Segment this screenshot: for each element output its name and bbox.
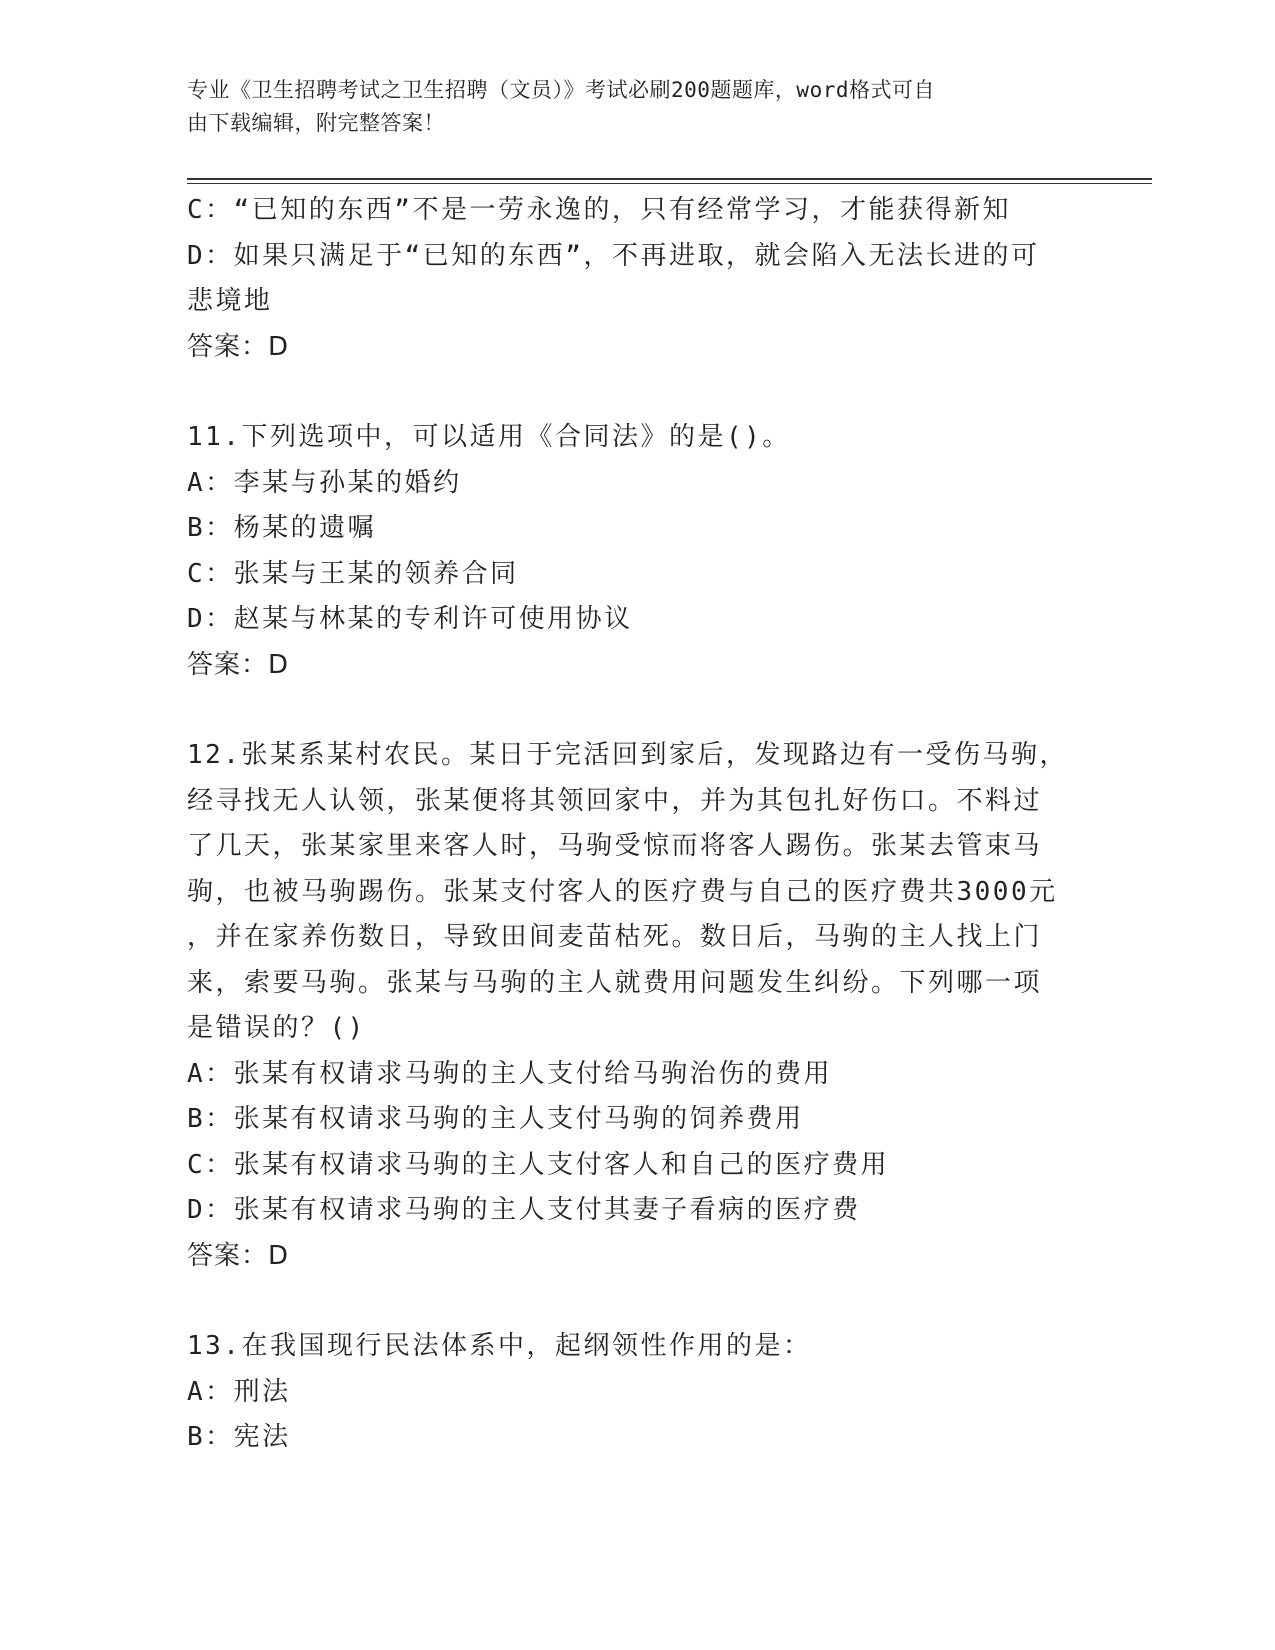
q12-stem-line-5: ，并在家养伤数日，导致田间麦苗枯死。数日后，马驹的主人找上门 bbox=[187, 922, 1043, 952]
header-divider-thin bbox=[187, 183, 1152, 184]
q10-option-c: C：“已知的东西”不是一劳永逸的，只有经常学习，才能获得新知 bbox=[187, 195, 1011, 225]
q12-stem-line-1: 12.张某系某村农民。某日于完活回到家后，发现路边有一受伤马驹， bbox=[187, 740, 1068, 770]
spacer bbox=[187, 1279, 1087, 1324]
question-content bbox=[187, 188, 1087, 1461]
q13-option-b: B：宪法 bbox=[187, 1422, 291, 1452]
spacer bbox=[187, 688, 1087, 733]
q12-stem-line-6: 来，索要马驹。张某与马驹的主人就费用问题发生纠纷。下列哪一项 bbox=[187, 967, 1043, 998]
q11-option-a: A：李某与孙某的婚约 bbox=[187, 467, 462, 498]
q12-option-a: A：张某有权请求马驹的主人支付给马驹治伤的费用 bbox=[187, 1058, 833, 1089]
header-divider-thick bbox=[187, 178, 1152, 180]
q11-option-d: D：赵某与林某的专利许可使用协议 bbox=[187, 604, 633, 634]
q10-option-d-line-2: 悲境地 bbox=[187, 286, 273, 316]
q11-option-c: C：张某与王某的领养合同 bbox=[187, 558, 519, 589]
q12-answer: 答案：D bbox=[187, 1240, 290, 1271]
question-10 bbox=[187, 188, 1087, 370]
q12-option-c: C：张某有权请求马驹的主人支付客人和自己的医疗费用 bbox=[187, 1149, 890, 1180]
document-header bbox=[187, 74, 1067, 140]
q12-stem-line-7: 是错误的？() bbox=[187, 1013, 366, 1043]
header-line-2: 由下载编辑，附完整答案！ bbox=[187, 111, 445, 135]
q12-option-d: D：张某有权请求马驹的主人支付其妻子看病的医疗费 bbox=[187, 1195, 861, 1225]
q11-option-b: B：杨某的遗嘱 bbox=[187, 513, 377, 543]
q11-stem: 11.下列选项中，可以适用《合同法》的是()。 bbox=[187, 422, 791, 452]
q10-answer: 答案：D bbox=[187, 331, 290, 362]
question-11 bbox=[187, 415, 1087, 688]
spacer bbox=[187, 370, 1087, 415]
q12-stem-line-4: 驹，也被马驹踢伤。张某支付客人的医疗费与自己的医疗费共3000元 bbox=[187, 876, 1058, 907]
q12-stem-line-3: 了几天，张某家里来客人时，马驹受惊而将客人踢伤。张某去管束马 bbox=[187, 831, 1043, 861]
q11-answer: 答案：D bbox=[187, 649, 290, 680]
question-13 bbox=[187, 1324, 1087, 1461]
header-line-1: 专业《卫生招聘考试之卫生招聘（文员）》考试必刷200题题库，word格式可自 bbox=[187, 78, 935, 102]
question-12 bbox=[187, 733, 1087, 1279]
q12-option-b: B：张某有权请求马驹的主人支付马驹的饲养费用 bbox=[187, 1104, 804, 1134]
q13-option-a: A：刑法 bbox=[187, 1376, 291, 1407]
q13-stem: 13.在我国现行民法体系中，起纲领性作用的是： bbox=[187, 1331, 812, 1361]
q12-stem-line-2: 经寻找无人认领，张某便将其领回家中，并为其包扎好伤口。不料过 bbox=[187, 785, 1043, 816]
q10-option-d-line-1: D：如果只满足于“已知的东西”，不再进取，就会陷入无法长进的可 bbox=[187, 240, 1040, 271]
